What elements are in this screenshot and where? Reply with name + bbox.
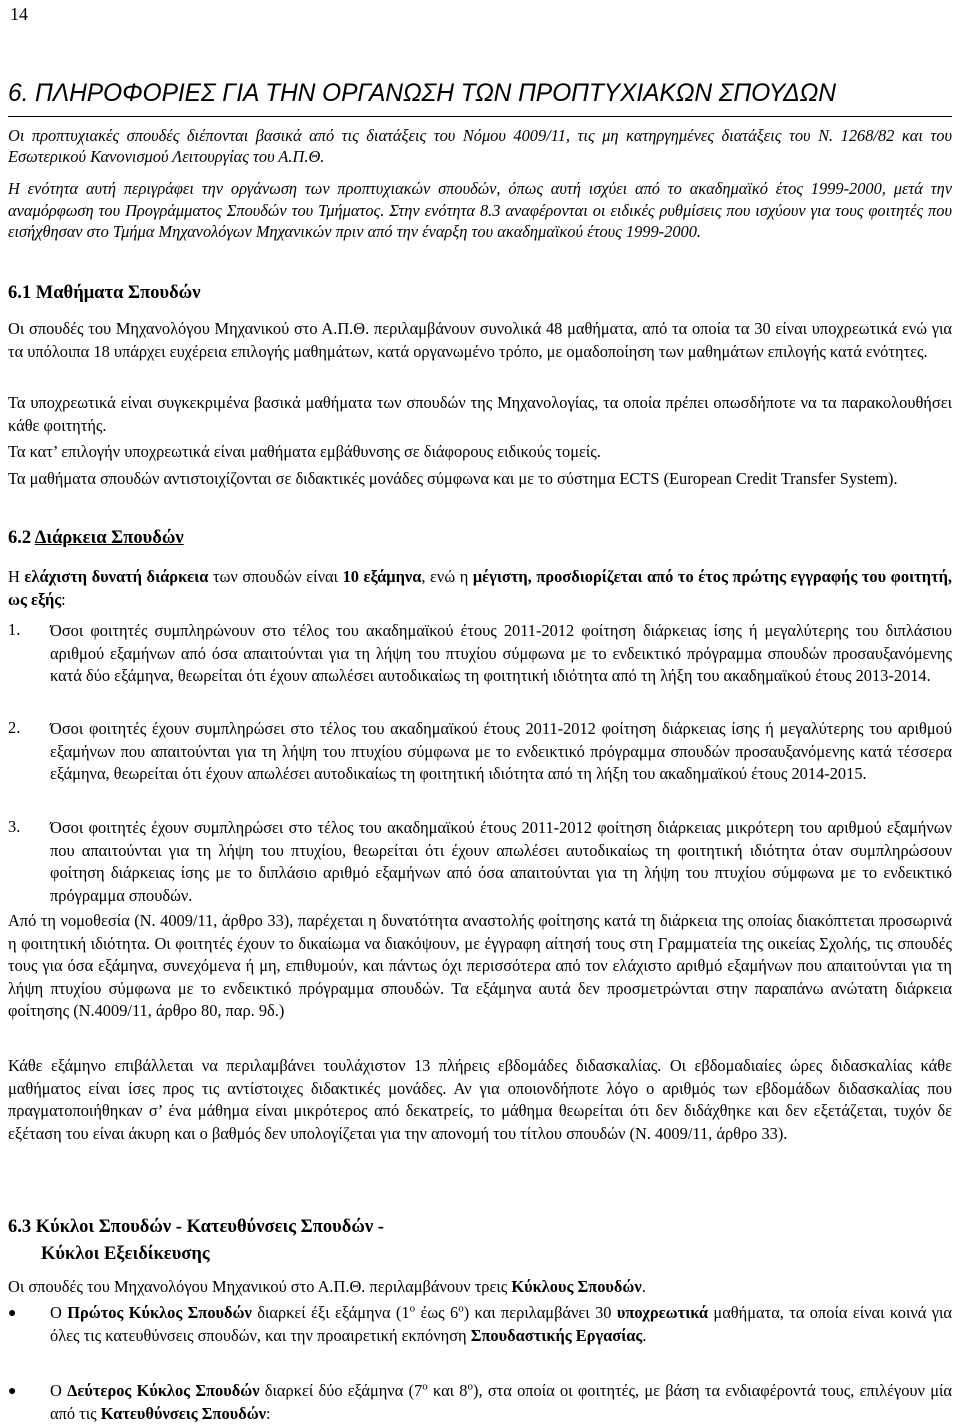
- s62-intro-colon: :: [61, 589, 66, 609]
- section-6-1-heading: 6.1 Μαθήματα Σπουδών: [8, 283, 201, 303]
- list-item-3-text: Όσοι φοιτητές έχουν συμπληρώσει στο τέλος του ακαδημαϊκού έτους 2011-2012 φοίτηση διάρκειας μικρότερη του αριθμού εξαμήνων που απαιτούνται για τη λήψη του πτυχίου, θεωρείται ότι έχουν απωλέσει αυτοδικαίως τη φοιτητική ιδιότητα όταν συμπληρώσουν φοίτηση διάρκειας ίσης με το διπλάσιο αριθμό εξαμήνων από όσα απαιτούνται για τη λήψη του πτυχίου σύμφωνα με το ενδεικτικό πρόγραμμα σπουδών.: [50, 818, 952, 905]
- bullet-1-text: [50, 1302, 952, 1347]
- page-number: 14: [10, 4, 28, 24]
- s62-intro-max-duration: μέγιστη, προσδιορίζεται από το έτος πρώτης εγγραφής του φοιτητή, ως εξής: [8, 567, 953, 609]
- b1-first-cycle: Πρώτος Κύκλος Σπουδών: [67, 1303, 252, 1322]
- b2-directions: Κατευθύνσεις Σπουδών: [100, 1403, 267, 1423]
- section-6-2-heading: [8, 528, 184, 549]
- intro-paragraph-1: Οι προπτυχιακές σπουδές διέπονται βασικά από τις διατάξεις του Νόμου 4009/11, τις μη κατηργημένες διατάξεις του Ν. 1268/82 και του Εσωτερικού Κανονισμού Λειτουργίας του Α.Π.Θ.: [8, 126, 952, 166]
- b1-student-project: Σπουδαστικής Εργασίας: [470, 1325, 643, 1345]
- b2-text-d: και 8: [427, 1381, 468, 1400]
- section-6-3-heading-line-1: 6.3 Κύκλοι Σπουδών - Κατευθύνσεις Σπουδών -: [8, 1217, 384, 1237]
- s62-intro-text-a: Η: [8, 567, 25, 586]
- b1-text-g: μαθήματα, τα οποία είναι κοινά για όλες τις κατευθύνσεις σπουδών, και την προαιρετική εκπόνηση: [50, 1303, 953, 1345]
- b1-period: .: [642, 1325, 647, 1345]
- b1-mandatory: υποχρεωτικά: [616, 1303, 709, 1322]
- b2-second-cycle: Δεύτερος Κύκλος Σπουδών: [67, 1381, 260, 1400]
- s62-intro-text-e: , ενώ η: [421, 567, 473, 586]
- bullet-2-text: [50, 1380, 952, 1425]
- chapter-title: 6. ΠΛΗΡΟΦΟΡΙΕΣ ΓΙΑ ΤΗΝ ΟΡΓΑΝΩΣΗ ΤΩΝ ΠΡΟΠΤΥΧΙΑΚΩΝ ΣΠΟΥΔΩΝ: [8, 80, 836, 107]
- s62-law-paragraph: Από τη νομοθεσία (Ν. 4009/11, άρθρο 33), παρέχεται η δυνατότητα αναστολής φοίτησης κατά τη διάρκεια της οποίας διακόπτεται προσωρινά η φοιτητική ιδιότητα. Οι φοιτητές έχουν το δικαίωμα να διακόψουν, με έγγραφη αίτησή τους στη Γραμματεία της οικείας Σχολής, τις σπουδές τους για όσα εξάμηνα, συνεχόμενα ή μη, επιθυμούν, και πάντως όχι περισσότερα από τον ελάχιστο αριθμό εξαμήνων που απαιτούνται για τη λήψη πτυχίου σύμφωνα με το ενδεικτικό πρόγραμμα σπουδών. Τα εξάμηνα αυτά δεν προσμετρώνται στην παραπάνω ανώτατη διάρκεια φοίτησης (Ν.4009/11, άρθρο 80, παρ. 9δ.): [8, 911, 952, 1020]
- s61-paragraph-3: Τα κατ’ επιλογήν υποχρεωτικά είναι μαθήματα εμβάθυνσης σε διάφορους ειδικούς τομείς.: [8, 442, 601, 461]
- section-6-2-title: Διάρκεια Σπουδών: [34, 528, 184, 548]
- section-6-3-heading: [8, 1214, 384, 1268]
- s61-paragraph-4: Τα μαθήματα σπουδών αντιστοιχίζονται σε διδακτικές μονάδες σύμφωνα και με το σύστημα ECTS (European Credit Transfer System).: [8, 469, 898, 488]
- list-item-1-text: Όσοι φοιτητές συμπληρώνουν στο τέλος του ακαδημαϊκού έτους 2011-2012 φοίτηση διάρκειας ίσης ή μεγαλύτερης του διπλάσιου αριθμού εξαμήνων από όσα απαιτούνται για τη λήψη του πτυχίου σύμφωνα με το ενδεικτικό πρόγραμμα σπουδών προσαυξανόμενης κατά δύο εξάμηνα, θεωρείται ότι έχουν απωλέσει αυτοδικαίως τη φοιτητική ιδιότητα από τη λήξη του ακαδημαϊκού έτους 2013-2014.: [50, 621, 952, 685]
- s61-paragraph-2: Τα υποχρεωτικά είναι συγκεκριμένα βασικά μαθήματα των σπουδών της Μηχανολογίας, τα οποία πρέπει οπωσδήποτε να τα παρακολουθήσει κάθε φοιτητής.: [8, 393, 952, 435]
- b2-sup-1: ο: [422, 1380, 428, 1393]
- list-item-2-number: 2.: [8, 718, 21, 737]
- bullet-1-icon: ●: [8, 1306, 17, 1321]
- s63-intro: [8, 1276, 952, 1299]
- s63-intro-period: .: [641, 1277, 646, 1296]
- b1-text-a: Ο: [50, 1303, 68, 1322]
- s62-intro-min-duration: ελάχιστη δυνατή διάρκεια: [24, 567, 209, 586]
- b2-text-c: διαρκεί δύο εξάμηνα (7: [259, 1381, 423, 1400]
- b1-text-d: έως 6: [415, 1303, 459, 1322]
- s62-intro-text-c: των σπουδών είναι: [208, 567, 343, 586]
- section-6-2-number: 6.2: [8, 528, 32, 548]
- b1-text-e: ) και περιλαμβάνει 30: [463, 1303, 617, 1322]
- s61-paragraph-1: Οι σπουδές του Μηχανολόγου Μηχανικού στο Α.Π.Θ. περιλαμβάνουν συνολικά 48 μαθήματα, από τα οποία τα 30 είναι υποχρεωτικά ενώ για τα υπόλοιπα 18 υπάρχει ευχέρεια επιλογής μαθημάτων, κατά οργανωμένο τρόπο, με ομαδοποίηση των μαθημάτων επιλογής κατά ενότητες.: [8, 319, 952, 361]
- b1-sup-2: ο: [458, 1302, 464, 1315]
- s62-intro-ten-semesters: 10 εξάμηνα: [342, 567, 422, 586]
- b2-text-a: Ο: [50, 1381, 68, 1400]
- bullet-2-icon: ●: [8, 1384, 17, 1399]
- b2-sup-2: ο: [467, 1380, 474, 1393]
- s62-intro: [8, 566, 952, 611]
- b2-text-e: ), στα οποία οι φοιτητές, με βάση τα ενδιαφέροντά τους, επιλέγουν μία από τις: [50, 1381, 952, 1423]
- b1-sup-1: ο: [409, 1302, 416, 1315]
- b2-colon: :: [266, 1403, 271, 1423]
- title-rule: [8, 116, 952, 117]
- s62-weeks-paragraph: Κάθε εξάμηνο επιβάλλεται να περιλαμβάνει τουλάχιστον 13 πλήρεις εβδομάδες διδασκαλίας. Οι εβδομαδιαίες ώρες διδασκαλίας κάθε μαθήματος είναι ίσες προς τις αντίστοιχες διδακτικές μονάδες. Αν για οποιονδήποτε λόγο ο αριθμός των εβδομάδων διδασκαλίας που πραγματοποιήθηκαν σ’ ένα μάθημα είναι μικρότερος από δεκατρείς, το μάθημα θεωρείται ότι δεν διδάχθηκε και δεν εξετάζεται, τυχόν δε εξέταση του είναι άκυρη και ο βαθμός δεν υπολογίζεται για την απονομή του τίτλου σπουδών (Ν. 4009/11, άρθρο 33).: [8, 1056, 952, 1143]
- section-6-3-heading-line-2: Κύκλοι Εξειδίκευσης: [41, 1244, 210, 1264]
- list-item-3-number: 3.: [8, 817, 21, 836]
- s63-intro-text-a: Οι σπουδές του Μηχανολόγου Μηχανικού στο Α.Π.Θ. περιλαμβάνουν τρεις: [8, 1277, 512, 1296]
- list-item-2-text: Όσοι φοιτητές έχουν συμπληρώσει στο τέλος του ακαδημαϊκού έτους 2011-2012 φοίτηση διάρκειας ίσης ή μεγαλύτερης του αριθμού εξαμήνων που απαιτούνται για τη λήψη του πτυχίου σύμφωνα με το ενδεικτικό πρόγραμμα σπουδών προσαυξανόμενης κατά τέσσερα εξάμηνα, θεωρείται ότι έχουν απωλέσει αυτοδικαίως τη φοιτητική ιδιότητα από τη λήξη του ακαδημαϊκού έτους 2014-2015.: [50, 719, 952, 783]
- s63-intro-cycles: Κύκλους Σπουδών: [511, 1277, 642, 1296]
- list-item-1-number: 1.: [8, 620, 21, 639]
- intro-paragraph-2: Η ενότητα αυτή περιγράφει την οργάνωση των προπτυχιακών σπουδών, όπως αυτή ισχύει από το ακαδημαϊκό έτος 1999-2000, μετά την αναμόρφωση του Προγράμματος Σπουδών του Τμήματος. Στην ενότητα 8.3 αναφέρονται οι ειδικές ρυθμίσεις που ισχύουν για τους φοιτητές που εισήχθησαν στο Τμήμα Μηχανολόγων Μηχανικών πριν από την έναρξη του ακαδημαϊκού έτους 1999-2000.: [8, 179, 952, 242]
- b1-text-c: διαρκεί έξι εξάμηνα (1: [251, 1303, 410, 1322]
